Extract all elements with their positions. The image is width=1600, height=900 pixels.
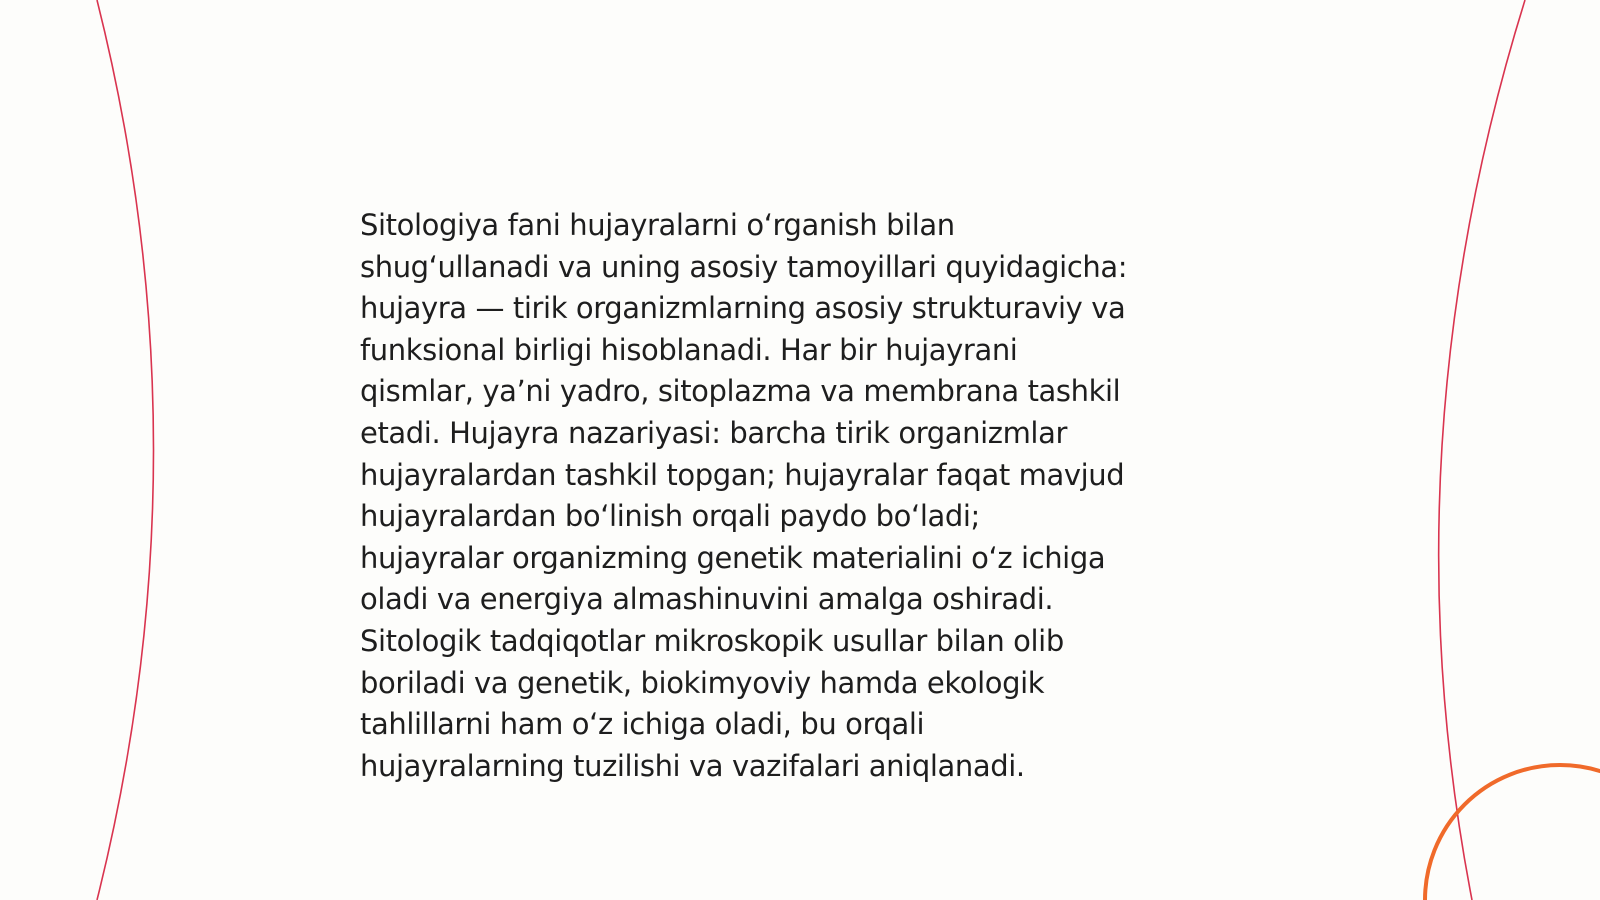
body-line: shug‘ullanadi va uning asosiy tamoyillari quyidagicha:	[360, 249, 1128, 284]
body-line: etadi. Hujayra nazariyasi: barcha tirik organizmlar	[360, 415, 1067, 450]
body-line: Sitologik tadqiqotlar mikroskopik usullar bilan olib	[360, 623, 1064, 658]
body-paragraph	[360, 205, 1250, 787]
body-line: hujayra — tirik organizmlarning asosiy strukturaviy va	[360, 291, 1126, 326]
body-line: oladi va energiya almashinuvini amalga oshiradi.	[360, 582, 1054, 617]
body-line: hujayralar organizming genetik materialini o‘z ichiga	[360, 540, 1106, 575]
body-line: boriladi va genetik, biokimyoviy hamda ekologik	[360, 665, 1045, 700]
body-line: Sitologiya fani hujayralarni o‘rganish bilan	[360, 208, 955, 242]
left-curve-line	[97, 0, 154, 900]
body-line: funksional birligi hisoblanadi. Har bir hujayrani	[360, 332, 1018, 367]
body-line: hujayralardan tashkil topgan; hujayralar faqat mavjud	[360, 457, 1125, 492]
body-line: tahlillarni ham o‘z ichiga oladi, bu orqali	[360, 707, 925, 742]
corner-circle-outline	[1425, 765, 1600, 900]
body-line: qismlar, ya’ni yadro, sitoplazma va membrana tashkil	[360, 374, 1121, 409]
body-line: hujayralarning tuzilishi va vazifalari aniqlanadi.	[360, 748, 1025, 783]
right-curve-line	[1439, 0, 1525, 900]
body-line: hujayralardan bo‘linish orqali paydo bo‘ladi;	[360, 499, 980, 534]
